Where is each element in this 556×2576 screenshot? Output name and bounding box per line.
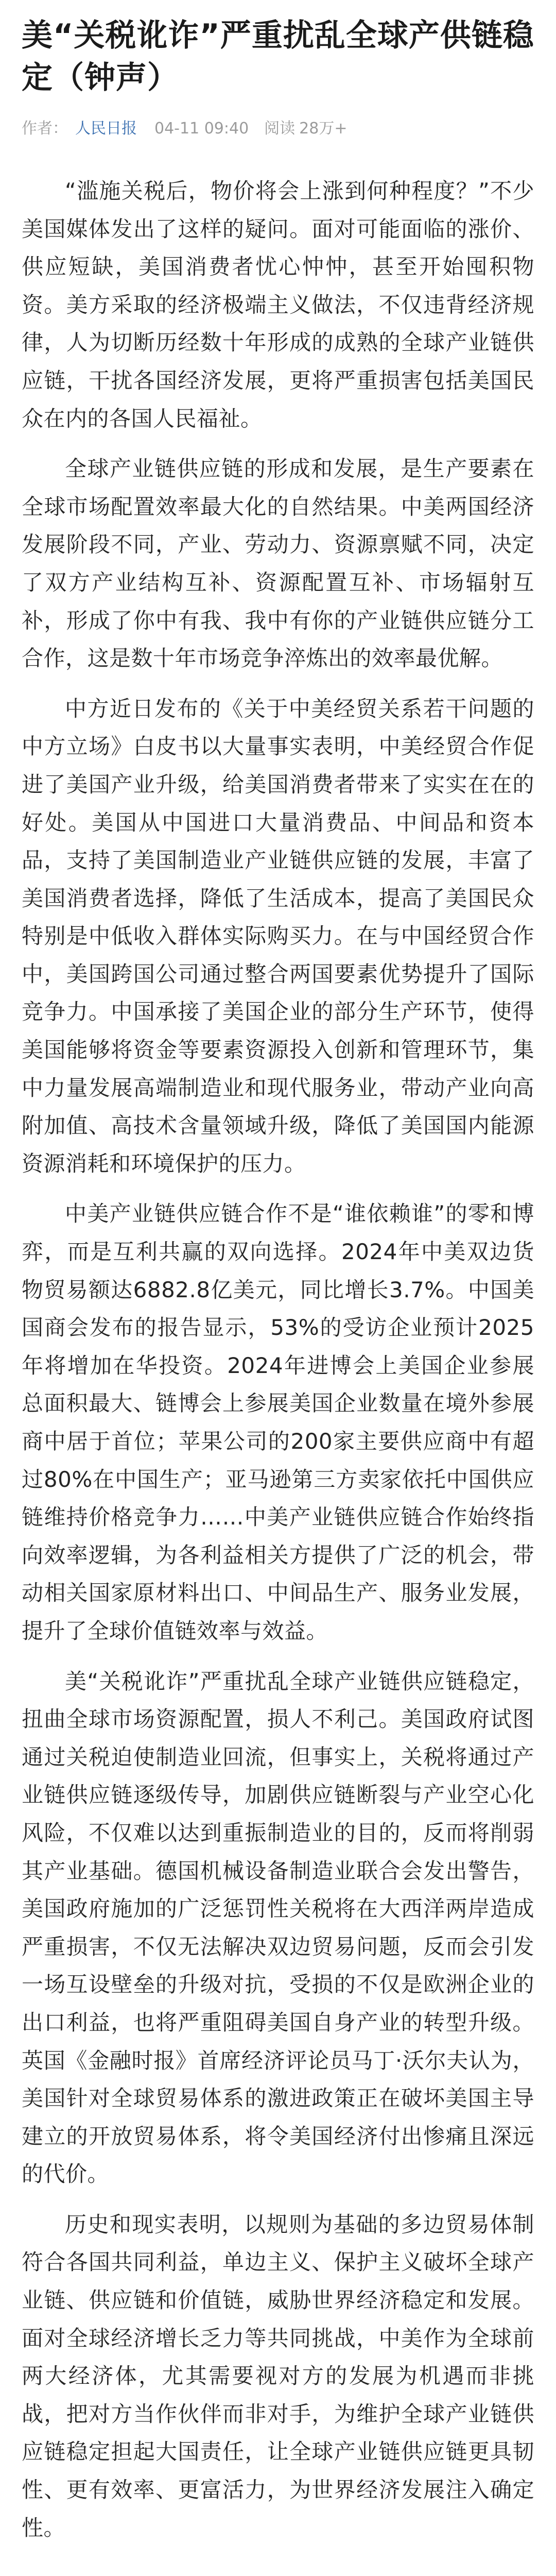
article-body: [22, 172, 534, 2547]
author-label: 作者：: [22, 120, 68, 138]
paragraph-5: 美“关税讹诈”严重扰乱全球产业链供应链稳定，扭曲全球市场资源配置，损人不利己。美国政府试图通过关税迫使制造业回流，但事实上，关税将通过产业链供应链逐级传导，加剧供应链断裂与产业空心化风险，不仅难以达到重振制造业的目的，反而将削弱其产业基础。德国机械设备制造业联合会发出警告，美国政府施加的广泛惩罚性关税将在大西洋两岸造成严重损害，不仅无法解决双边贸易问题，反而会引发一场互设壁垒的升级对抗，受损的不仅是欧洲企业的出口利益，也将严重阻碍美国自身产业的转型升级。英国《金融时报》首席经济评论员马丁·沃尔夫认为，美国针对全球贸易体系的激进政策正在破坏美国主导建立的开放贸易体系，将令美国经济付出惨痛且深远的代价。: [22, 1668, 534, 2187]
paragraph-1: “滥施关税后，物价将会上涨到何种程度？”不少美国媒体发出了这样的疑问。面对可能面临的涨价、供应短缺，美国消费者忧心忡忡，甚至开始囤积物资。美方采取的经济极端主义做法，不仅违背经济规律，人为切断历经数十年形成的成熟的全球产业链供应链，干扰各国经济发展，更将严重损害包括美国民众在内的各国人民福祉。: [22, 178, 534, 431]
author-link[interactable]: 人民日报: [75, 120, 137, 138]
paragraph-3: 中方近日发布的《关于中美经贸关系若干问题的中方立场》白皮书以大量事实表明，中美经贸合作促进了美国产业升级，给美国消费者带来了实实在在的好处。美国从中国进口大量消费品、中间品和资本品，支持了美国制造业产业链供应链的发展，丰富了美国消费者选择，降低了生活成本，提高了美国民众特别是中低收入群体实际购买力。在与中国经贸合作中，美国跨国公司通过整合两国要素优势提升了国际竞争力。中国承接了美国企业的部分生产环节，使得美国能够将资金等要素资源投入创新和管理环节，集中力量发展高端制造业和现代服务业，带动产业向高附加值、高技术含量领域升级，降低了美国国内能源资源消耗和环境保护的压力。: [22, 696, 534, 1176]
read-count: 28万+: [299, 120, 348, 138]
article-meta: [22, 118, 534, 139]
paragraph-4: 中美产业链供应链合作不是“谁依赖谁”的零和博弈，而是互利共赢的双向选择。2024年中美双边货物贸易额达6882.8亿美元，同比增长3.7%。中国美国商会发布的报告显示，53%的受访企业预计2025年将增加在华投资。2024年进博会上美国企业参展总面积最大、链博会上参展美国企业数量在境外参展商中居于首位；苹果公司的200家主要供应商中有超过80%在中国生产；亚马逊第三方卖家依托中国供应链维持价格竞争力……中美产业链供应链合作始终指向效率逻辑，为各利益相关方提供了广泛的机会，带动相关国家原材料出口、中间品生产、服务业发展，提升了全球价值链效率与效益。: [22, 1201, 534, 1643]
paragraph-6: 历史和现实表明，以规则为基础的多边贸易体制符合各国共同利益，单边主义、保护主义破坏全球产业链、供应链和价值链，威胁世界经济稳定和发展。面对全球经济增长乏力等共同挑战，中美作为全球前两大经济体，尤其需要视对方的发展为机遇而非挑战，把对方当作伙伴而非对手，为维护全球产业链供应链稳定担起大国责任，让全球产业链供应链更具韧性、更有效率、更富活力，为世界经济发展注入确定性。: [22, 2211, 534, 2540]
article-title: 美“关税讹诈”严重扰乱全球产供链稳定（钟声）: [22, 18, 534, 96]
publish-time: 04-11 09:40: [154, 120, 249, 138]
read-count-label: 阅读: [264, 120, 296, 138]
paragraph-2: 全球产业链供应链的形成和发展，是生产要素在全球市场配置效率最大化的自然结果。中美两国经济发展阶段不同，产业、劳动力、资源禀赋不同，决定了双方产业结构互补、资源配置互补、市场辐射互补，形成了你中有我、我中有你的产业链供应链分工合作，这是数十年市场竞争淬炼出的效率最优解。: [22, 456, 534, 671]
